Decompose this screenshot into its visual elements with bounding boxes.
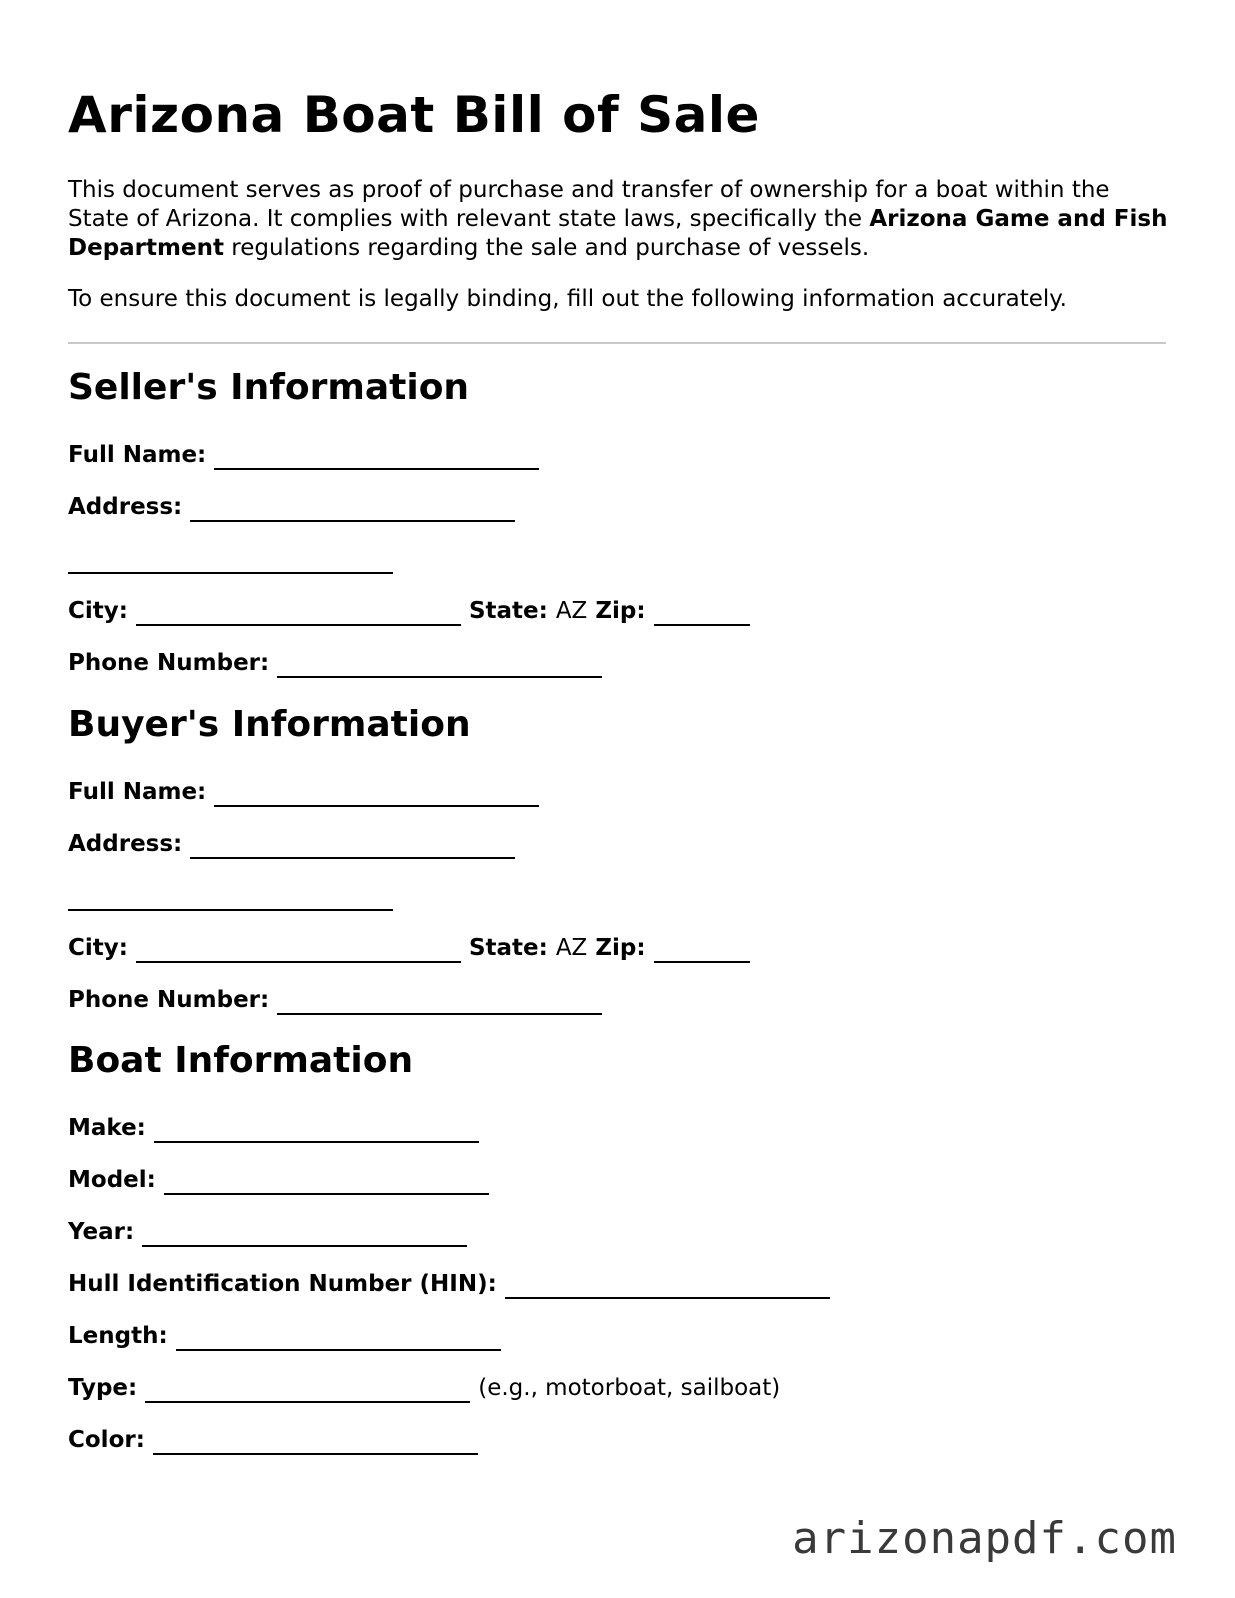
boat-color-label: Color: <box>68 1427 145 1453</box>
buyer-phone-label: Phone Number: <box>68 987 270 1013</box>
seller-city-row <box>68 596 750 626</box>
intro-paragraph <box>68 176 1168 263</box>
intro-instruction: To ensure this document is legally binding, fill out the following information accurately. <box>68 286 1067 312</box>
seller-phone-label: Phone Number: <box>68 650 270 676</box>
buyer-zip-label: Zip: <box>595 935 646 961</box>
seller-full-name-row <box>68 440 539 470</box>
boat-hin-label: Hull Identification Number (HIN): <box>68 1271 497 1297</box>
intro-bold-text: Arizona Game and Fish Department <box>68 206 1168 261</box>
seller-full-name-field[interactable] <box>214 446 539 470</box>
buyer-phone-field[interactable] <box>277 991 602 1015</box>
seller-address-line2-row <box>68 544 393 574</box>
seller-zip-field[interactable] <box>654 602 750 626</box>
boat-year-row <box>68 1217 467 1247</box>
buyer-city-field[interactable] <box>136 939 461 963</box>
buyer-heading: Buyer's Information <box>68 704 471 745</box>
seller-phone-row <box>68 648 602 678</box>
boat-model-label: Model: <box>68 1167 156 1193</box>
buyer-state-label: State: <box>468 935 548 961</box>
seller-heading: Seller's Information <box>68 367 470 408</box>
boat-model-row <box>68 1165 489 1195</box>
boat-type-hint: (e.g., motorboat, sailboat) <box>478 1375 781 1401</box>
buyer-full-name-field[interactable] <box>214 783 539 807</box>
buyer-full-name-label: Full Name: <box>68 779 207 805</box>
buyer-address-row <box>68 829 515 859</box>
boat-hin-field[interactable] <box>505 1275 830 1299</box>
boat-length-field[interactable] <box>176 1327 501 1351</box>
boat-hin-row <box>68 1269 830 1299</box>
seller-full-name-label: Full Name: <box>68 442 207 468</box>
seller-address-label: Address: <box>68 494 183 520</box>
seller-zip-label: Zip: <box>595 598 646 624</box>
seller-city-field[interactable] <box>136 602 461 626</box>
boat-heading: Boat Information <box>68 1040 414 1081</box>
boat-make-row <box>68 1113 479 1143</box>
seller-state-label: State: <box>468 598 548 624</box>
buyer-address-line2-row <box>68 881 393 911</box>
boat-type-label: Type: <box>68 1375 138 1401</box>
boat-color-field[interactable] <box>153 1431 478 1455</box>
buyer-full-name-row <box>68 777 539 807</box>
seller-city-label: City: <box>68 598 128 624</box>
buyer-city-row <box>68 933 750 963</box>
divider <box>68 342 1166 344</box>
boat-model-field[interactable] <box>164 1171 489 1195</box>
intro-text-before: This document serves as proof of purchase and transfer of ownership for a boat within the State of Arizona. It complies with relevant state laws, specifically the <box>68 177 1110 232</box>
buyer-zip-field[interactable] <box>654 939 750 963</box>
buyer-address-field[interactable] <box>190 835 515 859</box>
boat-length-row <box>68 1321 501 1351</box>
buyer-state-value: AZ <box>555 935 588 961</box>
intro-text-after: regulations regarding the sale and purchase of vessels. <box>223 235 870 261</box>
page-title: Arizona Boat Bill of Sale <box>68 86 760 144</box>
boat-make-field[interactable] <box>154 1119 479 1143</box>
boat-type-field[interactable] <box>145 1379 470 1403</box>
buyer-phone-row <box>68 985 602 1015</box>
seller-address-row <box>68 492 515 522</box>
buyer-address-label: Address: <box>68 831 183 857</box>
boat-length-label: Length: <box>68 1323 168 1349</box>
buyer-address-line2-field[interactable] <box>68 887 393 911</box>
buyer-city-label: City: <box>68 935 128 961</box>
boat-type-row <box>68 1373 780 1403</box>
seller-address-line2-field[interactable] <box>68 550 393 574</box>
boat-make-label: Make: <box>68 1115 146 1141</box>
watermark: arizonapdf.com <box>792 1513 1177 1564</box>
boat-year-label: Year: <box>68 1219 135 1245</box>
boat-year-field[interactable] <box>142 1223 467 1247</box>
seller-address-field[interactable] <box>190 498 515 522</box>
seller-phone-field[interactable] <box>277 654 602 678</box>
boat-color-row <box>68 1425 478 1455</box>
seller-state-value: AZ <box>555 598 588 624</box>
